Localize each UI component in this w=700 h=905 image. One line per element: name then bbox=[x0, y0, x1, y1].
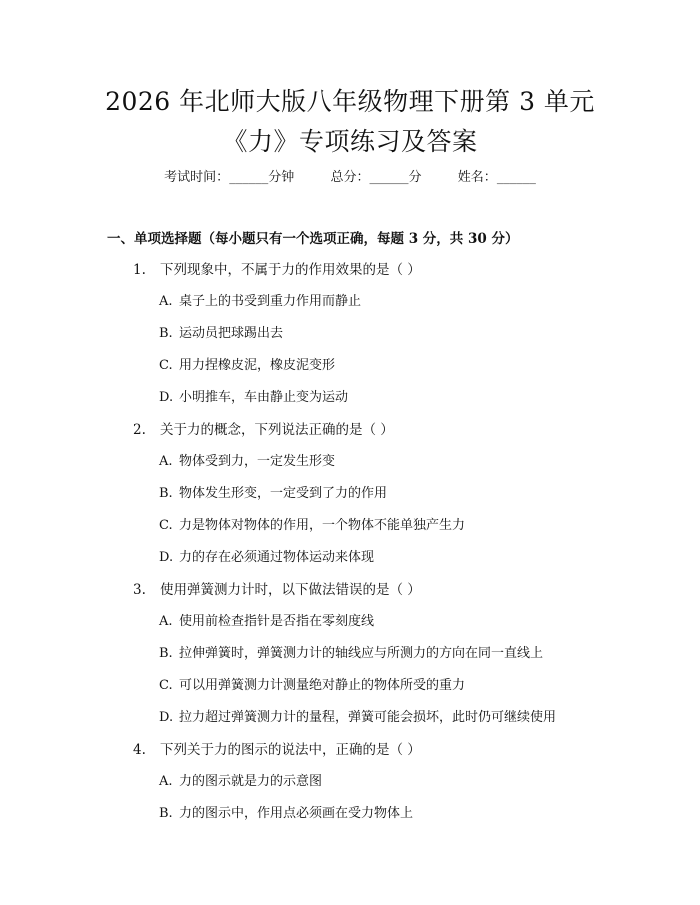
time-unit: 分钟 bbox=[268, 170, 295, 185]
question-text: 使用弹簧测力计时，以下做法错误的是（ ） bbox=[160, 582, 421, 598]
option-label: D. bbox=[159, 710, 174, 725]
option-text: 使用前检查指针是否指在零刻度线 bbox=[179, 614, 375, 629]
question-number: 2. bbox=[133, 422, 146, 438]
question-number: 1. bbox=[133, 262, 146, 278]
option-text: 可以用弹簧测力计测量绝对静止的物体所受的重力 bbox=[179, 678, 466, 693]
option-text: 物体发生形变，一定受到了力的作用 bbox=[179, 486, 388, 501]
question-text: 下列关于力的图示的说法中，正确的是（ ） bbox=[160, 742, 421, 758]
option-label: B. bbox=[159, 486, 173, 501]
section-heading: 一、单项选择题（每小题只有一个选项正确，每题 3 分，共 30 分） bbox=[107, 231, 519, 247]
question-number: 4. bbox=[133, 742, 146, 758]
option-label: B. bbox=[159, 806, 173, 821]
name-label: 姓名： bbox=[457, 170, 497, 185]
title-line-1: 2026 年北师大版八年级物理下册第 3 单元 bbox=[105, 87, 595, 116]
option-text: 桌子上的书受到重力作用而静止 bbox=[179, 294, 362, 309]
option-label: A. bbox=[159, 614, 173, 629]
option-text: 力的图示就是力的示意图 bbox=[179, 774, 323, 789]
option-text: 力的图示中，作用点必须画在受力物体上 bbox=[179, 806, 414, 821]
option-text: 小明推车，车由静止变为运动 bbox=[179, 390, 349, 405]
exam-info-line bbox=[0, 168, 700, 188]
option-label: B. bbox=[159, 646, 173, 661]
score-label: 总分： bbox=[330, 170, 370, 185]
option-text: 拉力超过弹簧测力计的量程，弹簧可能会损坏，此时仍可继续使用 bbox=[179, 710, 557, 725]
question-number: 3. bbox=[133, 582, 146, 598]
question-text: 下列现象中，不属于力的作用效果的是（ ） bbox=[160, 262, 421, 278]
option-label: C. bbox=[159, 678, 173, 693]
time-blank: ______ bbox=[229, 170, 269, 185]
time-label: 考试时间： bbox=[164, 170, 230, 185]
question-text: 关于力的概念，下列说法正确的是（ ） bbox=[160, 422, 394, 438]
option-label: B. bbox=[159, 326, 173, 341]
option-text: 力是物体对物体的作用，一个物体不能单独产生力 bbox=[179, 518, 466, 533]
option-label: C. bbox=[159, 358, 173, 373]
option-label: C. bbox=[159, 518, 173, 533]
option-text: 拉伸弹簧时，弹簧测力计的轴线应与所测力的方向在同一直线上 bbox=[179, 646, 544, 661]
option-text: 物体受到力，一定发生形变 bbox=[179, 454, 336, 469]
option-text: 运动员把球踢出去 bbox=[179, 326, 284, 341]
option-label: D. bbox=[159, 390, 174, 405]
score-unit: 分 bbox=[408, 170, 422, 185]
score-blank: ______ bbox=[369, 170, 409, 185]
option-text: 力的存在必须通过物体运动来体现 bbox=[179, 550, 375, 565]
option-label: D. bbox=[159, 550, 174, 565]
option-label: A. bbox=[159, 454, 173, 469]
option-text: 用力捏橡皮泥，橡皮泥变形 bbox=[179, 358, 336, 373]
option-label: A. bbox=[159, 774, 173, 789]
option-label: A. bbox=[159, 294, 173, 309]
document-title bbox=[0, 82, 700, 162]
name-blank: ______ bbox=[496, 170, 536, 185]
title-line-2: 《力》专项练习及答案 bbox=[222, 127, 478, 156]
